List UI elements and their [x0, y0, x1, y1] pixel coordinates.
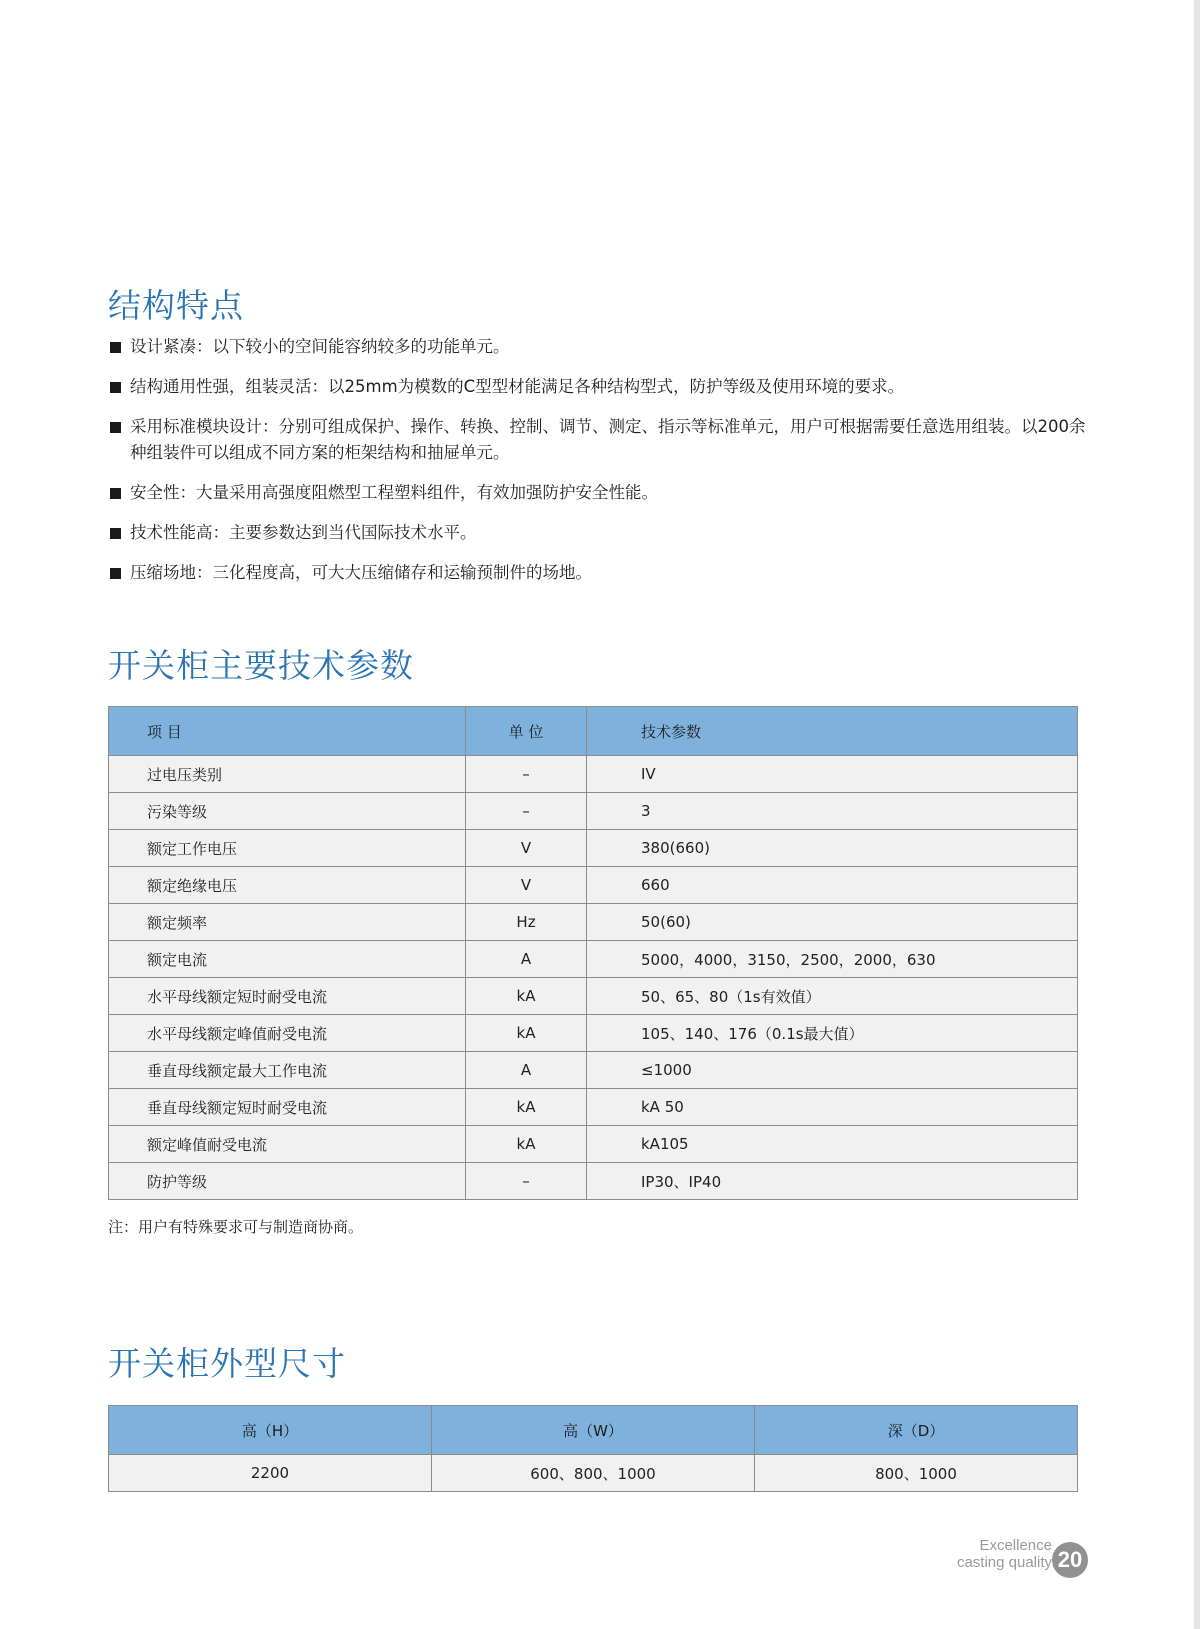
param-value: IP30、IP40: [587, 1163, 1078, 1200]
table-row: [109, 904, 1078, 941]
feature-text: 设计紧凑：以下较小的空间能容纳较多的功能单元。: [130, 337, 510, 356]
table-row: [109, 1015, 1078, 1052]
table-header-row: [109, 1406, 1078, 1455]
param-name: 污染等级: [109, 793, 466, 830]
param-name: 额定工作电压: [109, 830, 466, 867]
square-bullet-icon: [110, 488, 121, 499]
square-bullet-icon: [110, 568, 121, 579]
square-bullet-icon: [110, 342, 121, 353]
table-row: [109, 1163, 1078, 1200]
param-value: 5000，4000，3150，2500，2000，630: [587, 941, 1078, 978]
header-depth: 深（D）: [754, 1406, 1077, 1455]
param-value: kA105: [587, 1126, 1078, 1163]
feature-item: [110, 520, 1090, 546]
table-row: [109, 793, 1078, 830]
param-name: 额定电流: [109, 941, 466, 978]
table-note: 注：用户有特殊要求可与制造商协商。: [108, 1218, 364, 1236]
header-width: 高（W）: [431, 1406, 754, 1455]
param-unit: A: [466, 941, 587, 978]
structure-features-title: 结构特点: [108, 286, 244, 325]
feature-text: 结构通用性强，组装灵活：以25mm为模数的C型型材能满足各种结构型式，防护等级及使用环境的要求。: [130, 377, 905, 396]
feature-item: [110, 414, 1090, 466]
param-unit: A: [466, 1052, 587, 1089]
feature-item: [110, 480, 1090, 506]
table-row: [109, 867, 1078, 904]
dimensions-title: 开关柜外型尺寸: [108, 1344, 346, 1383]
param-value: 3: [587, 793, 1078, 830]
param-unit: –: [466, 793, 587, 830]
depth-value: 800、1000: [754, 1455, 1077, 1492]
param-unit: Hz: [466, 904, 587, 941]
feature-text: 安全性：大量采用高强度阻燃型工程塑料组件，有效加强防护安全性能。: [130, 483, 658, 502]
feature-text: 技术性能高：主要参数达到当代国际技术水平。: [130, 523, 477, 542]
param-value: 105、140、176（0.1s最大值）: [587, 1015, 1078, 1052]
table-row: [109, 1052, 1078, 1089]
table-row: [109, 941, 1078, 978]
param-value: IV: [587, 756, 1078, 793]
header-height: 高（H）: [109, 1406, 432, 1455]
table-row: [109, 1089, 1078, 1126]
table-row: [109, 830, 1078, 867]
feature-list: [110, 334, 1090, 600]
param-unit: V: [466, 830, 587, 867]
page-edge-strip: [1194, 0, 1200, 1629]
feature-item: [110, 560, 1090, 586]
param-name: 额定峰值耐受电流: [109, 1126, 466, 1163]
tech-params-title: 开关柜主要技术参数: [108, 646, 414, 685]
height-value: 2200: [109, 1455, 432, 1492]
square-bullet-icon: [110, 382, 121, 393]
feature-item: [110, 334, 1090, 360]
param-unit: kA: [466, 1089, 587, 1126]
param-name: 垂直母线额定最大工作电流: [109, 1052, 466, 1089]
param-value: 660: [587, 867, 1078, 904]
slogan-line-1: Excellence: [979, 1537, 1052, 1554]
param-unit: –: [466, 756, 587, 793]
table-row: [109, 1126, 1078, 1163]
param-value: 380(660): [587, 830, 1078, 867]
param-value: 50、65、80（1s有效值）: [587, 978, 1078, 1015]
header-value: 技术参数: [587, 707, 1078, 756]
square-bullet-icon: [110, 422, 121, 433]
param-unit: kA: [466, 1015, 587, 1052]
param-name: 垂直母线额定短时耐受电流: [109, 1089, 466, 1126]
param-name: 过电压类别: [109, 756, 466, 793]
param-value: kA 50: [587, 1089, 1078, 1126]
slogan-line-2: casting quality: [956, 1554, 1052, 1571]
feature-item: [110, 374, 1090, 400]
dimensions-table: [108, 1405, 1078, 1492]
param-unit: –: [466, 1163, 587, 1200]
footer-slogan: [957, 1537, 1052, 1571]
param-unit: kA: [466, 978, 587, 1015]
param-name: 水平母线额定峰值耐受电流: [109, 1015, 466, 1052]
param-value: ≤1000: [587, 1052, 1078, 1089]
param-value: 50(60): [587, 904, 1078, 941]
param-unit: V: [466, 867, 587, 904]
header-unit: 单 位: [466, 707, 587, 756]
param-name: 防护等级: [109, 1163, 466, 1200]
tech-params-table: [108, 706, 1078, 1200]
header-item: 项 目: [109, 707, 466, 756]
page-number: 20: [1052, 1542, 1088, 1578]
param-name: 水平母线额定短时耐受电流: [109, 978, 466, 1015]
table-row: [109, 978, 1078, 1015]
table-row: [109, 756, 1078, 793]
feature-text: 压缩场地：三化程度高，可大大压缩储存和运输预制件的场地。: [130, 563, 592, 582]
param-name: 额定频率: [109, 904, 466, 941]
feature-text: 采用标准模块设计：分别可组成保护、操作、转换、控制、调节、测定、指示等标准单元，用户可根据需要任意选用组装。以200余种组装件可以组成不同方案的柜架结构和抽屉单元。: [130, 417, 1086, 462]
width-value: 600、800、1000: [431, 1455, 754, 1492]
param-name: 额定绝缘电压: [109, 867, 466, 904]
table-row: [109, 1455, 1078, 1492]
table-header-row: [109, 707, 1078, 756]
param-unit: kA: [466, 1126, 587, 1163]
square-bullet-icon: [110, 528, 121, 539]
